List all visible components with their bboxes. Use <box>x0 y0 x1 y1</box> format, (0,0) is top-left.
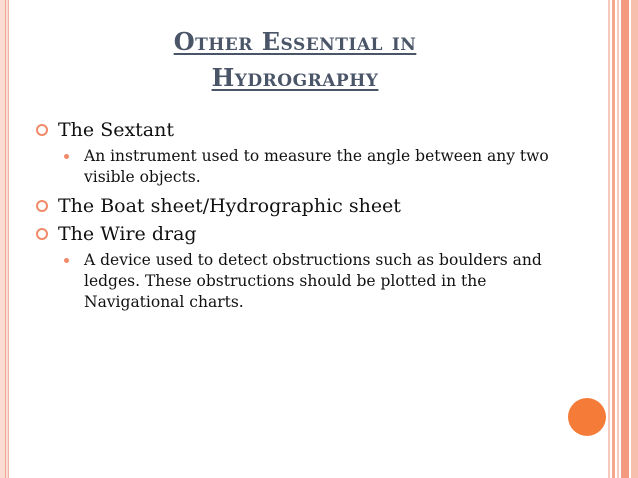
left-border-decoration <box>0 0 9 478</box>
bullet-label: The Sextant <box>58 119 175 141</box>
bullet-list <box>36 116 556 317</box>
stripe <box>631 0 638 478</box>
stripe <box>617 0 619 478</box>
ring-bullet-icon <box>36 228 48 240</box>
bullet-item-boat-sheet <box>36 192 556 220</box>
dot-bullet-icon <box>64 258 69 263</box>
bullet-item-wire-drag <box>36 220 556 248</box>
title-line-2: Hydrography <box>211 63 379 92</box>
dot-bullet-icon <box>64 154 69 159</box>
sub-bullet-sextant <box>36 146 556 188</box>
orange-circle-decoration <box>568 398 606 436</box>
bullet-label: The Boat sheet/Hydrographic sheet <box>58 195 401 217</box>
sub-bullet-wire-drag <box>36 250 556 313</box>
right-stripes-decoration <box>608 0 638 478</box>
slide-title <box>100 24 490 96</box>
stripe <box>612 0 615 478</box>
bullet-item-sextant <box>36 116 556 144</box>
sub-bullet-text: A device used to detect obstructions such as boulders and ledges. These obstructions should be plotted in the Navigational charts. <box>84 251 542 311</box>
stripe <box>608 0 610 478</box>
ring-bullet-icon <box>36 200 48 212</box>
stripe <box>621 0 629 478</box>
sub-bullet-text: An instrument used to measure the angle between any two visible objects. <box>84 147 549 186</box>
title-line-1: Other Essential in <box>173 27 417 56</box>
bullet-label: The Wire drag <box>58 223 197 245</box>
ring-bullet-icon <box>36 124 48 136</box>
